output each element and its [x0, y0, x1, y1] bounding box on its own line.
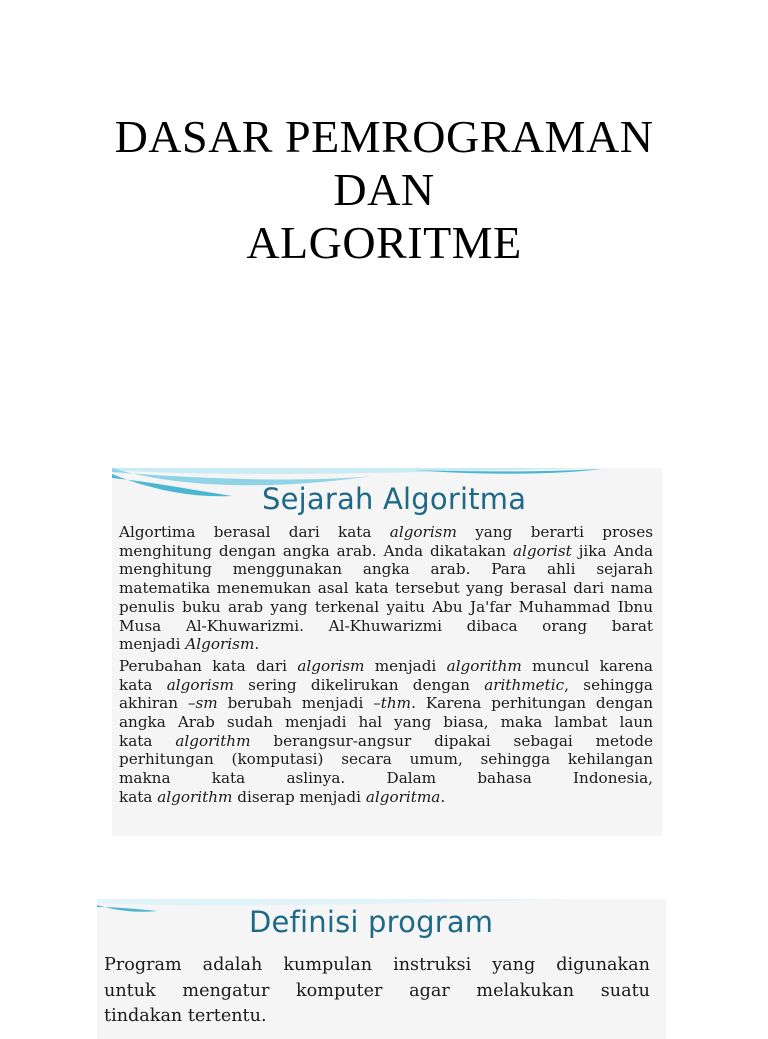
text-line: penulis buku arab yang terkenal yaitu Abu Ja'far Muhammad Ibnu: [119, 597, 653, 616]
slide-sejarah-algoritma: [112, 468, 662, 836]
title-line-2: DAN: [333, 164, 435, 215]
text-line: perhitungan (komputasi) secara umum, sehingga kehilangan: [119, 750, 653, 769]
page-title: [0, 110, 768, 269]
text-line: tindakan tertentu.: [104, 1006, 267, 1026]
text-line: angka Arab sudah menjadi hal yang biasa, maka lambat laun: [119, 713, 653, 732]
text-line: kata algorithm berangsur-angsur dipakai sebagai metode: [119, 731, 653, 750]
text-line: Perubahan kata dari algorism menjadi algorithm muncul karena: [119, 656, 653, 675]
text-line: Musa Al-Khuwarizmi. Al-Khuwarizmi dibaca orang barat: [119, 616, 653, 635]
slide-definisi-program: [97, 899, 666, 1039]
text-line: matematika menemukan asal kata tersebut yang berasal dari nama: [119, 579, 653, 598]
slide-body: [119, 523, 653, 807]
text-line: kata algorithm diserap menjadi algoritma.: [119, 787, 446, 806]
text-line: untuk mengatur komputer agar melakukan suatu: [104, 980, 650, 1001]
slide-heading: Definisi program: [249, 905, 494, 939]
text-line: menghitung menggunakan angka arab. Para ahli sejarah: [119, 560, 653, 579]
text-line: makna kata aslinya. Dalam bahasa Indonesia,: [119, 769, 653, 788]
text-line: menjadi Algorism.: [119, 635, 260, 654]
text-line: Program adalah kumpulan instruksi yang digunakan: [104, 955, 650, 975]
text-line: akhiran –sm berubah menjadi –thm. Karena perhitungan dengan: [119, 694, 653, 713]
paragraph: [104, 953, 650, 1030]
slide-heading: Sejarah Algoritma: [262, 482, 527, 516]
paragraph: [119, 657, 653, 807]
text-line: Algortima berasal dari kata algorism yang berarti proses: [119, 523, 653, 541]
paragraph: [119, 523, 653, 654]
text-line: kata algorism sering dikelirukan dengan arithmetic, sehingga: [119, 675, 653, 694]
slide-body: [104, 953, 650, 1030]
title-line-3: ALGORITME: [246, 217, 522, 268]
title-line-1: DASAR PEMROGRAMAN: [114, 111, 654, 162]
text-line: menghitung dengan angka arab. Anda dikatakan algorist jika Anda: [119, 541, 653, 560]
